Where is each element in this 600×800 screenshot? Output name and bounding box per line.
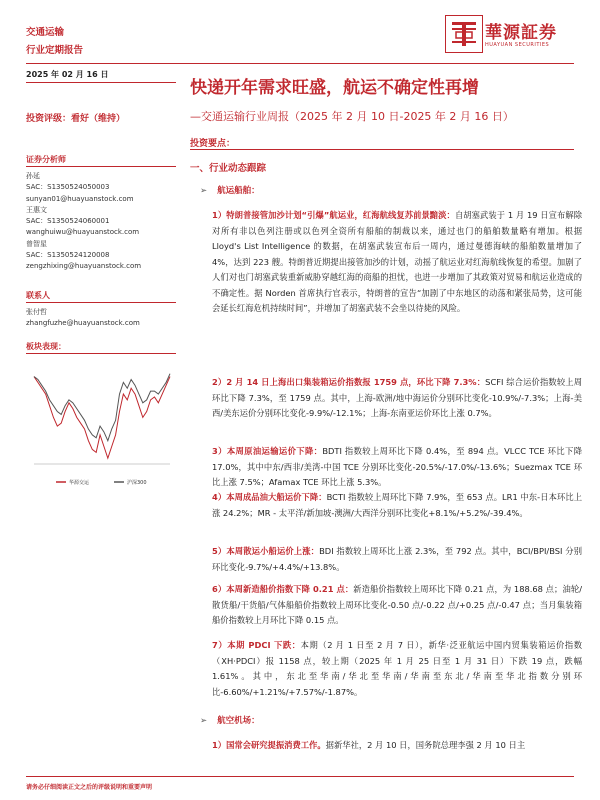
- para-lead: 5）本周散运小船运价上涨：: [212, 546, 320, 556]
- para-body: BDTI 指数较上周环比下降 0.4%，至 894 点。VLCC TCE 环比下降 17.0%，其中中东/西非/美湾-中国 TCE 分别环比变化-20.5%/-17.0%/-13.6%；Suezmax TCE 环比上涨 7.5%；Afamax TCE 环比上涨 5.3%。: [212, 446, 582, 487]
- analyst-email: wanghuiwu@huayuanstock.com: [26, 228, 140, 237]
- shipping-label: 航运船舶：: [217, 186, 260, 196]
- analyst-email: zengzhixing@huayuanstock.com: [26, 262, 142, 271]
- logo-subtitle: HUAYUAN SECURITIES: [485, 42, 550, 48]
- analysts-divider: [26, 166, 176, 167]
- series-line-1: [34, 377, 170, 459]
- analyst-name: 曾智星: [26, 239, 47, 248]
- paragraph-3: [212, 444, 582, 491]
- para-body: 新造船价指数较上周环比下降 0.21 点，为 188.68 点；油轮/散货船/干货船/气体船船价指数较上周环比变化-0.50 点/-0.22 点/+0.25 点/-0.47 点；当月集装箱船价指数较上月环比下降 0.15 点。: [212, 584, 582, 625]
- page-subtitle: —交通运输行业周报（2025 年 2 月 10 日-2025 年 2 月 16 日）: [190, 110, 514, 123]
- paragraph-2: [212, 375, 582, 422]
- shipping-heading: [200, 184, 260, 196]
- bullet-arrow-icon: ➢: [200, 716, 208, 726]
- para-lead: 6）本周新造船价指数下降 0.21 点：: [212, 584, 354, 594]
- logo-name: 華源証券: [485, 23, 557, 43]
- para-lead: 1）特朗普接管加沙计划“引爆”航运业，红海航线复苏前景黯淡：: [212, 210, 455, 220]
- analyst-list: [26, 171, 141, 273]
- report-category: [26, 24, 83, 60]
- paragraph-6: [212, 582, 582, 629]
- header-divider: [26, 63, 574, 64]
- aviation-label: 航空机场：: [217, 716, 260, 726]
- paragraph-7: [212, 638, 582, 700]
- contact-name: 张付哲: [26, 308, 47, 316]
- aviation-paragraph: [212, 738, 582, 754]
- analyst-name: 王惠文: [26, 205, 47, 214]
- paragraph-1: [212, 208, 582, 317]
- para-body: 据新华社，2 月 10 日，国务院总理李强 2 月 10 日主: [325, 740, 526, 750]
- analyst-name: 孙延: [26, 172, 40, 180]
- report-date: 2025 年 02 月 16 日: [26, 70, 109, 79]
- footer-divider: [26, 776, 574, 777]
- chart-svg: [26, 352, 176, 494]
- para-lead: 7）本期 PDCI 下跌：: [212, 640, 301, 650]
- para-body: 自胡塞武装于 1 月 19 日宣布解除对所有非以色列注册或以色列全资所有船舶的制裁以来，通过也门的船舶数量略有增加。根据 Lloyd's List Intelligence 的数据，在胡塞武装宣布后一周内，通过曼德海峡的船舶数量增加了 4%，达到 223 艘。特朗普近期提出接管加沙的计划，动摇了航运业对红海航线恢复的希望。加剧了人们对也门胡塞武装重新威胁穿越红海的商船的担忧，也进一步增加了其政策对贸易和航运业造成的不确定性。据 Norden 首席执行官表示，特朗普的宣告“加剧了中东地区的动荡和紧张局势，这可能会延长红海危机持续时间”，并增加了胡塞武装不会坐以待毙的风险。: [212, 210, 583, 313]
- para-body: BCTI 指数较上周环比下降 7.9%，至 653 点。LR1 中东-日本环比上涨 24.2%；MR - 太平洋/新加坡-澳洲/大西洋分别环比变化+8.1%/+5.2%/-39.4%。: [212, 492, 582, 518]
- investment-rating: 投资评级：看好（维持）: [26, 114, 126, 124]
- sector-performance-chart: [26, 352, 176, 494]
- para-lead: 4）本周成品油大船运价下降：: [212, 492, 327, 502]
- para-body: BDI 指数较上周环比上涨 2.3%，至 792 点。其中，BCI/BPI/BSI 分别环比变化-9.7%/+4.4%/+13.8%。: [212, 546, 582, 572]
- contact-email: zhangfuzhe@huayuanstock.com: [26, 319, 140, 328]
- key-points-heading: 投资要点：: [190, 139, 236, 149]
- legend-label: 华源交运: [69, 480, 90, 486]
- page-title: 快递开年需求旺盛，航运不确定性再增: [190, 78, 479, 98]
- contact-heading: 联系人: [26, 291, 50, 300]
- contact-divider: [26, 302, 176, 303]
- para-body: 本期（2 月 1 日至 2 月 7 日），新华·泛亚航运中国内贸集装箱运价指数（XH·PDCI）报 1158 点，较上期（2025 年 1 月 25 日至 1 月 31 日）下跌 19 点，跌幅 1.61%。其中，东北至华南/华北至华南/华南至东北/华南至华北指数分别环比-6.60%/+1.21%/+7.57%/-1.87%。: [212, 640, 582, 697]
- analyst-email: sunyan01@huayuanstock.com: [26, 194, 134, 203]
- analyst-sac: SAC：S1350524120008: [26, 251, 110, 260]
- footer-disclaimer: 请务必仔细阅读正文之后的评级说明和重要声明: [26, 784, 153, 791]
- para-lead: 1）国常会研究提振消费工作。: [212, 740, 326, 750]
- key-points-divider: [190, 149, 574, 150]
- para-lead: 3）本周原油运输运价下降：: [212, 446, 323, 456]
- para-body: SCFI 综合运价指数较上周环比下降 7.3%，至 1759 点。其中，上海-欧洲/地中海运价分别环比变化-10.9%/-7.3%；上海-美西/美东运价分别环比变化-9.9%/-12.1%；上海-东南亚运价环比上涨 0.7%。: [212, 377, 582, 418]
- section-heading: 一、行业动态跟踪: [190, 163, 267, 174]
- category-label: 交通运输: [26, 27, 65, 38]
- paragraph-5: [212, 544, 582, 575]
- bullet-arrow-icon: ➢: [200, 186, 208, 196]
- date-divider: [26, 82, 176, 83]
- para-lead: 2）2 月 14 日上海出口集装箱运价指数报 1759 点，环比下降 7.3%：: [212, 377, 486, 387]
- logo-seal-icon: [445, 15, 483, 53]
- company-logo: [445, 15, 575, 55]
- report-type-label: 行业定期报告: [26, 45, 84, 56]
- aviation-heading: [200, 714, 260, 726]
- analyst-sac: SAC：S1350524050003: [26, 183, 110, 192]
- paragraph-4: [212, 490, 582, 521]
- legend-label: 沪深300: [127, 480, 147, 486]
- series-line-2: [34, 374, 170, 441]
- analyst-sac: SAC：S1350524060001: [26, 217, 110, 226]
- analysts-heading: 证券分析师: [26, 155, 66, 164]
- contact-info: [26, 307, 140, 330]
- chart-heading: 板块表现：: [26, 342, 66, 351]
